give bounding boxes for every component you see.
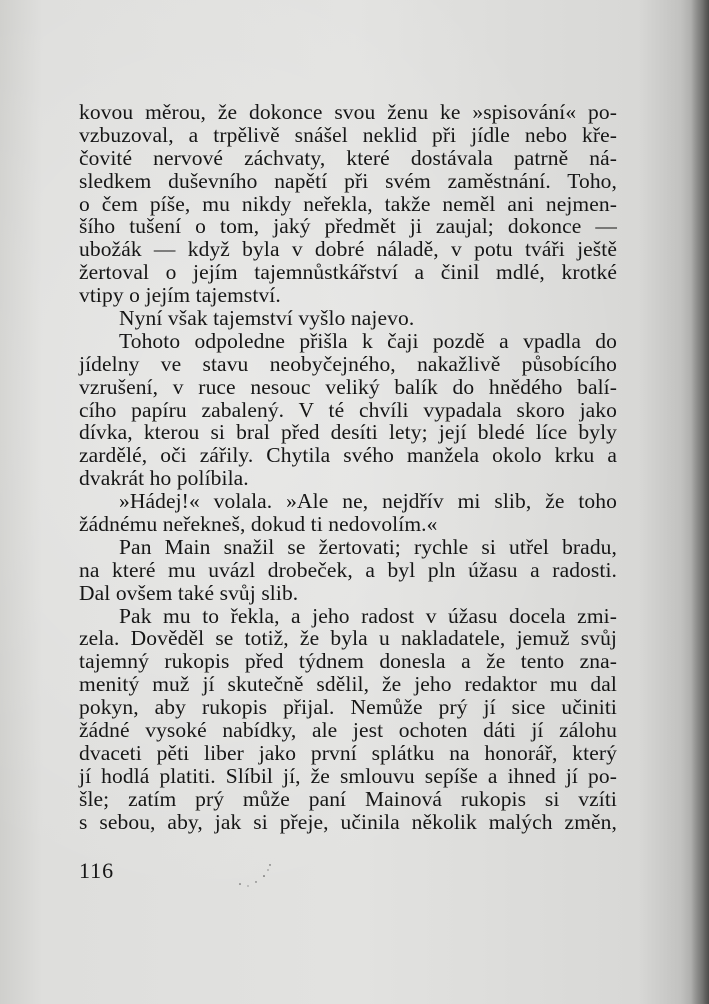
text-line: dvakrát ho políbila.: [79, 466, 249, 491]
text-line: cího papíru zabalený. V té chvíli vypadala skoro jako: [79, 397, 617, 422]
text-line: vzrušení, v ruce nesouc veliký balík do hnědého balí-: [79, 374, 617, 399]
text-line: čovité nervové záchvaty, které dostávala patrně ná-: [79, 145, 617, 170]
text-line: jídelny ve stavu neobyčejného, nakažlivě působícího: [79, 351, 617, 376]
text-line: dívka, kterou si bral před desíti lety; její bledé líce byly: [79, 420, 617, 445]
page-edge-shadow: [691, 0, 709, 1004]
text-line: kovou měrou, že dokonce svou ženu ke »spisování« po-: [79, 100, 617, 124]
text-line: žádné vysoké nabídky, ale jest ochoten dáti jí zálohu: [79, 718, 617, 743]
text-line: vzbuzoval, a trpělivě snášel neklid při jídle nebo kře-: [79, 122, 617, 147]
text-line: Dal ovšem také svůj slib.: [79, 580, 299, 605]
text-line: žádnému neřekneš, dokud ti nedovolím.«: [79, 512, 438, 537]
text-line: vtipy o jejím tajemství.: [79, 283, 281, 308]
text-line: tajemný rukopis před týdnem donesla a že tento zna-: [79, 649, 617, 674]
text-line: pokyn, aby rukopis přijal. Nemůže prý jí sice učiniti: [79, 695, 617, 720]
paper-specks: [230, 862, 290, 892]
text-line: žertoval o jejím tajemnůstkářství a činil mdlé, krotké: [79, 260, 617, 285]
text-line: zardělé, oči zářily. Chytila svého manžela okolo krku a: [79, 443, 617, 468]
text-line: jí hodlá platiti. Slíbil jí, že smlouvu sepíše a ihned jí po-: [79, 763, 617, 788]
text-line: na které mu uvázl drobeček, a byl pln úžasu a radosti.: [79, 557, 617, 582]
page-number: 116: [79, 858, 115, 883]
text-line: ubožák — když byla v dobré náladě, v potu tváři ještě: [79, 237, 617, 262]
text-line: Tohoto odpoledne přišla k čaji pozdě a vpadla do: [119, 328, 617, 353]
text-line: zela. Dověděl se totiž, že byla u nakladatele, jemuž svůj: [79, 626, 617, 651]
text-line: Nyní však tajemství vyšlo najevo.: [119, 306, 415, 331]
text-line: s sebou, aby, jak si přeje, učinila několik malých změn,: [79, 809, 617, 834]
text-line: sledkem duševního napětí při svém zaměstnání. Toho,: [79, 168, 617, 193]
text-line: Pak mu to řekla, a jeho radost v úžasu docela zmi-: [119, 603, 617, 628]
text-line: dvaceti pěti liber jako první splátku na honorář, který: [79, 740, 617, 765]
text-line: o čem píše, mu nikdy neřekla, takže neměl ani nejmen-: [79, 191, 617, 216]
text-line: menitý muž jí skutečně sdělil, že jeho redaktor mu dal: [79, 672, 617, 697]
text-line: Pan Main snažil se žertovati; rychle si utřel bradu,: [119, 534, 617, 559]
text-line: »Hádej!« volala. »Ale ne, nejdřív mi slib, že toho: [119, 489, 617, 514]
text-line: šího tušení o tom, jaký předmět ji zaujal; dokonce —: [79, 214, 617, 239]
body-text: [79, 101, 617, 834]
text-line: šle; zatím prý může paní Mainová rukopis si vzíti: [79, 786, 617, 811]
